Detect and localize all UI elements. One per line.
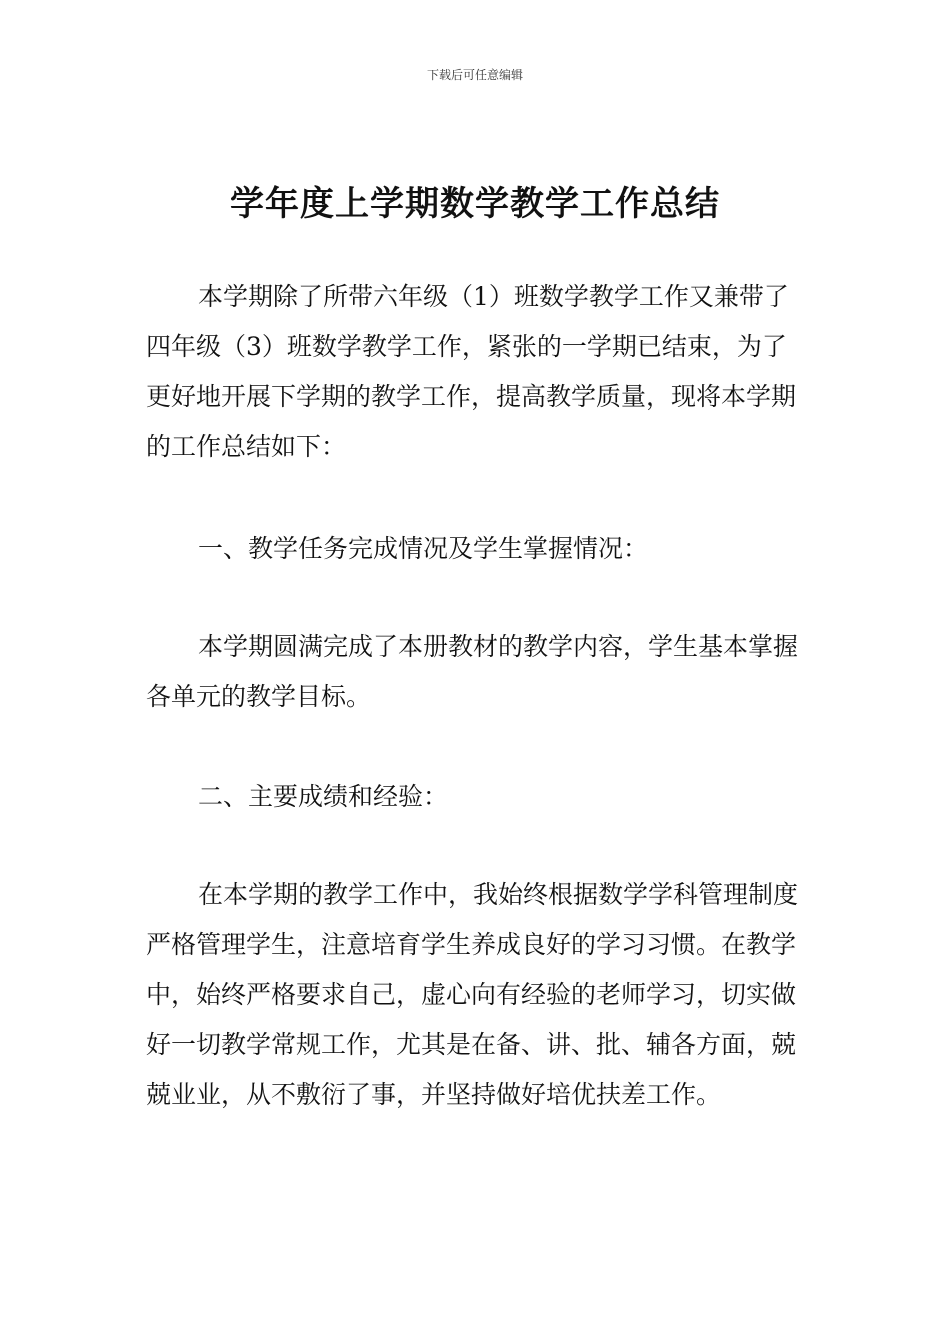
- document-title: 学年度上学期数学教学工作总结: [230, 184, 720, 224]
- section-2-paragraph: 在本学期的教学工作中，我始终根据数学学科管理制度严格管理学生，注意培育学生养成良好的学习习惯。在教学中，始终严格要求自己，虚心向有经验的老师学习，切实做好一切教学常规工作，尤其是在备、讲、批、辅各方面，兢兢业业，从不敷衍了事，并坚持做好培优扶差工作。: [146, 880, 799, 1109]
- header-note: 下载后可任意编辑: [426, 68, 523, 82]
- section-2-heading: 二、主要成绩和经验：: [198, 782, 449, 811]
- section-1-paragraph: 本学期圆满完成了本册教材的教学内容，学生基本掌握各单元的教学目标。: [146, 632, 799, 711]
- intro-paragraph: 本学期除了所带六年级（1）班数学教学工作又兼带了四年级（3）班数学教学工作，紧张的一学期已结束，为了更好地开展下学期的教学工作，提高教学质量，现将本学期的工作总结如下：: [146, 282, 797, 461]
- section-1-heading: 一、教学任务完成情况及学生掌握情况：: [198, 534, 649, 563]
